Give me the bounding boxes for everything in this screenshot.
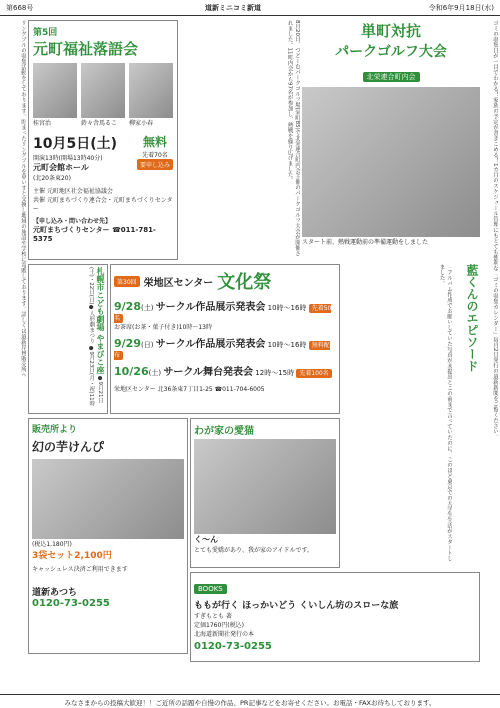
rakugo-venue-note: (北20条東20) — [33, 175, 71, 182]
sales-header: 販売所より — [32, 425, 78, 435]
books-section — [190, 572, 480, 662]
performer-2: 鈴々舎馬るこ — [81, 63, 125, 127]
sales-product: 幻の芋けんぴ — [32, 440, 105, 454]
rakugo-venue: 元町会館ホール — [33, 163, 89, 172]
bunka-section — [110, 264, 340, 414]
bunka-title: 文化祭 — [217, 272, 272, 293]
rakugo-price: 無料 — [142, 135, 167, 149]
sales-contact-name: 道新あつち — [32, 588, 78, 598]
bunka-event-2: 9/29(日) サークル作品展示発表会 10時〜16時 無料配布 — [114, 337, 330, 359]
golf-title-1: 単町対抗 — [360, 22, 421, 40]
golf-tag: 北栄連合町内会 — [363, 72, 420, 82]
golf-article: 8月20日、つどーむパークゴルフ場(栄町85)で北栄連合町内会主催のパークゴルフ大会が開催されました。11町内会から97名が参加し、熱戦を繰り広げました。 — [286, 20, 300, 257]
book-author: すぎもとも 著 — [194, 613, 232, 620]
page-footer: みなさまからの投稿大歓迎！！ご近所の話題や自慢の作品、PR記事などをお寄せください。お電話・FAXお待ちしております。 — [0, 694, 500, 708]
anko-section — [342, 264, 480, 574]
rakugo-cosponsor: 共催 元町まちづくり連合会・元町まちづくりセンター — [33, 197, 173, 213]
sales-price-3: 3袋セット2,100円 — [32, 551, 112, 561]
children-theater: 札幌市こども劇場 やまびこ座 ●9月21日(土)・22日(日)●人形劇まつり ●9月23日(月・祝)11時 — [28, 264, 108, 414]
left-column-text: リングプルの収集活動をしております。貯まったリングプルを車いすと交換し地域の施設や学校に寄贈しております。詳しくは道新岸林販売所へ — [20, 20, 26, 378]
rakugo-note: 要申し込み — [137, 159, 173, 170]
sales-phone: 0120-73-0255 — [32, 598, 110, 609]
right-column-text: ゴミの収集日が一目でわかる！家族の予定が書きこめる！1カ月のスケジュール管理にもとても便利な「ゴミの収集カレンダー」毎月2日発行の道新新聞をご覧ください。 — [492, 20, 498, 440]
golf-title-2: パークゴルフ大会 — [335, 44, 447, 60]
issue-date: 令和6年9月18日(水) — [428, 4, 494, 12]
bunka-series: 第30回 — [114, 276, 140, 287]
rakugo-contact-label: 【申し込み・問い合わせ先】 — [33, 218, 112, 225]
cat-name: く〜ん — [194, 535, 218, 544]
rakugo-capacity: 先着70名 — [142, 152, 168, 159]
bunka-event-3: 10/26(土) サークル舞台発表会 12時〜15時 先着100名 — [114, 363, 336, 378]
issue-number: 第668号 — [6, 4, 34, 12]
rakugo-title: 元町福祉落語会 — [33, 40, 139, 58]
golf-section — [302, 20, 480, 260]
rakugo-organizer: 主催 元町地区社会福祉協議会 — [33, 188, 113, 195]
bunka-event-1: 9/28(土) サークル作品展示発表会 10時〜16時 先着50名 お茶席(お茶・菓子付き)10時〜13時 — [114, 300, 332, 331]
cat-section — [190, 418, 340, 568]
bunka-center: 栄地区センター — [143, 277, 214, 289]
bunka-footer: 栄地区センター 北36条東7丁目1-25 ☎011-704-6005 — [114, 386, 265, 393]
sales-price-1: (税込1,180円) — [32, 541, 72, 548]
rakugo-date: 10月5日(土) — [33, 136, 118, 152]
anko-body: 「アルバム作成でお願いしていた写真が未提出とこの前まで言っていたのに、このほど東京での大学生生活がスタートしました。 — [438, 264, 452, 561]
anko-title: 藍くんのエピソード — [465, 264, 479, 372]
page-header — [0, 0, 500, 16]
performer-1: 桂宮治 — [33, 63, 77, 127]
cat-section-title: わが家の愛猫 — [194, 426, 254, 437]
paper-name: 道新ミニコミ新道 — [205, 4, 261, 12]
sales-note: キャッシュレス決済ご利用できます — [32, 566, 128, 573]
rakugo-section — [28, 20, 178, 260]
books-label: BOOKS — [194, 584, 227, 594]
book-title: ももが行く ほっかいどう くいしん坊のスローな旅 — [194, 601, 399, 611]
rakugo-series: 第5回 — [33, 28, 58, 38]
golf-photo — [302, 87, 480, 237]
golf-caption: スタート前、熱戦運動前の準備運動をしました — [302, 239, 429, 246]
performer-3: 柳家小春 — [129, 63, 173, 127]
cat-caption: とても愛嬌があり、我が家のアイドルです。 — [194, 547, 313, 554]
rakugo-time: 開演13時(開場13時40分) — [33, 155, 103, 162]
sales-section — [28, 418, 188, 654]
cat-photo — [194, 439, 336, 534]
book-price: 定価1760円(税込) — [194, 622, 244, 629]
book-publisher: 北海道新聞社発行の本 — [194, 631, 255, 638]
books-phone: 0120-73-0255 — [194, 641, 272, 652]
product-photo — [32, 459, 184, 539]
rakugo-contact: 元町まちづくりセンター ☎011-781-5375 — [33, 226, 156, 243]
